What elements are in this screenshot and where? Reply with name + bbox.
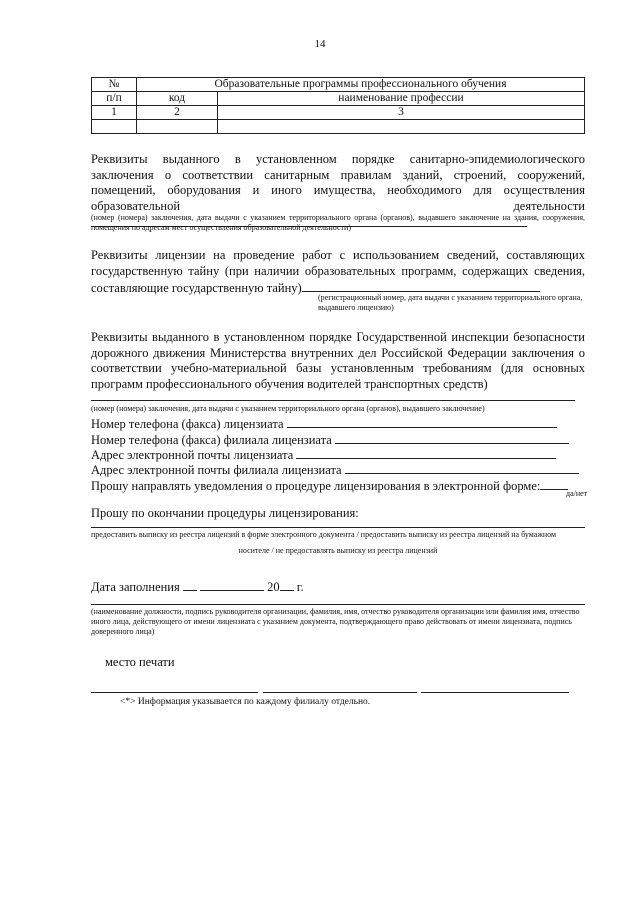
table-num-2: 2 <box>137 106 218 120</box>
section3-fill-line[interactable] <box>91 400 575 401</box>
phone-field[interactable] <box>287 415 557 428</box>
extract-note-line2: носителе / не предоставлять выписку из реестра лицензий <box>238 546 438 555</box>
email-label: Адрес электронной почты лицензиата <box>91 448 294 462</box>
date-label: Дата заполнения <box>91 580 180 594</box>
notify-hint: да/нет <box>566 489 588 498</box>
table-num-1: 1 <box>92 106 137 120</box>
section1-note: (номер (номера) заключения, дата выдачи с указанием территориального органа (органов), выдавшего заключение на здания, сооружения, помещения по адресам мест осуществления образовательной деятельности) <box>91 213 585 232</box>
phone-branch-field[interactable] <box>335 431 569 444</box>
phone-row <box>91 415 557 432</box>
date-year-suffix: г. <box>296 580 304 594</box>
phone-label: Номер телефона (факса) лицензиата <box>91 417 284 431</box>
stamp-label: место печати <box>105 655 175 669</box>
footnote: <*> Информация указывается по каждому филиалу отдельно. <box>120 697 371 707</box>
email-field[interactable] <box>296 446 556 459</box>
section3-note: (номер (номера) заключения, дата выдачи с указанием территориального органа (органов), выдавшего заключение) <box>91 404 485 413</box>
section2-block <box>91 248 585 297</box>
notify-row <box>91 477 568 494</box>
date-day-field[interactable] <box>183 578 197 591</box>
table-empty-cell[interactable] <box>137 120 218 134</box>
signature-note: (наименование должности, подпись руководителя организации, фамилия, имя, отчество руководителя организации или фамилия имя, отчество иного лица, действующего от имени лицензиата с указанием документа, подтверждающего право действовать от имени лицензиата, подпись доверенного лица) <box>91 607 580 636</box>
section3-block <box>91 330 585 392</box>
section2-fill-line[interactable] <box>302 279 540 292</box>
table-empty-cell[interactable] <box>92 120 137 134</box>
section3-text: Реквизиты выданного в установленном порядке Государственной инспекции безопасности дорожного движения Министерства внутренних дел Российской Федерации заключения о соответствии учебно-материальной базы установленным требованиям (для основных программ профессионального обучения водителей транспортных средств) <box>91 330 585 391</box>
table-header-no2: п/п <box>92 92 137 106</box>
signature-field-position[interactable] <box>91 692 258 693</box>
date-year-prefix: 20 <box>267 580 280 594</box>
extract-fill-line[interactable] <box>91 527 585 528</box>
signature-line[interactable] <box>91 604 585 605</box>
page-number: 14 <box>314 38 326 50</box>
programs-table <box>91 77 585 134</box>
date-month-field[interactable] <box>200 578 264 591</box>
table-num-3: 3 <box>218 106 585 120</box>
notify-label: Прошу направлять уведомления о процедуре лицензирования в электронной форме: <box>91 479 541 493</box>
table-header-no: № <box>92 78 137 92</box>
table-empty-cell[interactable] <box>218 120 585 134</box>
date-year-field[interactable] <box>280 578 294 591</box>
email-branch-field[interactable] <box>345 461 579 474</box>
extract-label: Прошу по окончании процедуры лицензирования: <box>91 506 359 520</box>
section2-text: Реквизиты лицензии на проведение работ с использованием сведений, составляющих государственную тайну (при наличии образовательных программ, содержащих сведения, составляющие государственную тайну) <box>91 248 585 295</box>
section2-note: (регистрационный номер, дата выдачи с указанием территориального органа, выдавшего лицензию) <box>318 293 583 312</box>
signature-field-sign[interactable] <box>263 692 417 693</box>
email-branch-row <box>91 461 579 478</box>
extract-note-line1: предоставить выписку из реестра лицензий в форме электронного документа / предоставить выписку из реестра лицензий на бумажном <box>91 530 557 539</box>
signature-field-name[interactable] <box>421 692 569 693</box>
section1-text: Реквизиты выданного в установленном порядке санитарно-эпидемиологического заключения о соответствии санитарным правилам зданий, строений, сооружений, помещений, оборудования и иного имущества, необходимого для осуществления образовательной деятельности <box>91 152 585 213</box>
notify-field[interactable] <box>540 477 568 490</box>
email-branch-label: Адрес электронной почты филиала лицензиата <box>91 463 342 477</box>
phone-branch-label: Номер телефона (факса) филиала лицензиата <box>91 433 332 447</box>
table-header-code: код <box>137 92 218 106</box>
date-row <box>91 578 304 595</box>
table-header-programs: Образовательные программы профессионального обучения <box>137 78 585 92</box>
table-header-name: наименование профессии <box>218 92 585 106</box>
